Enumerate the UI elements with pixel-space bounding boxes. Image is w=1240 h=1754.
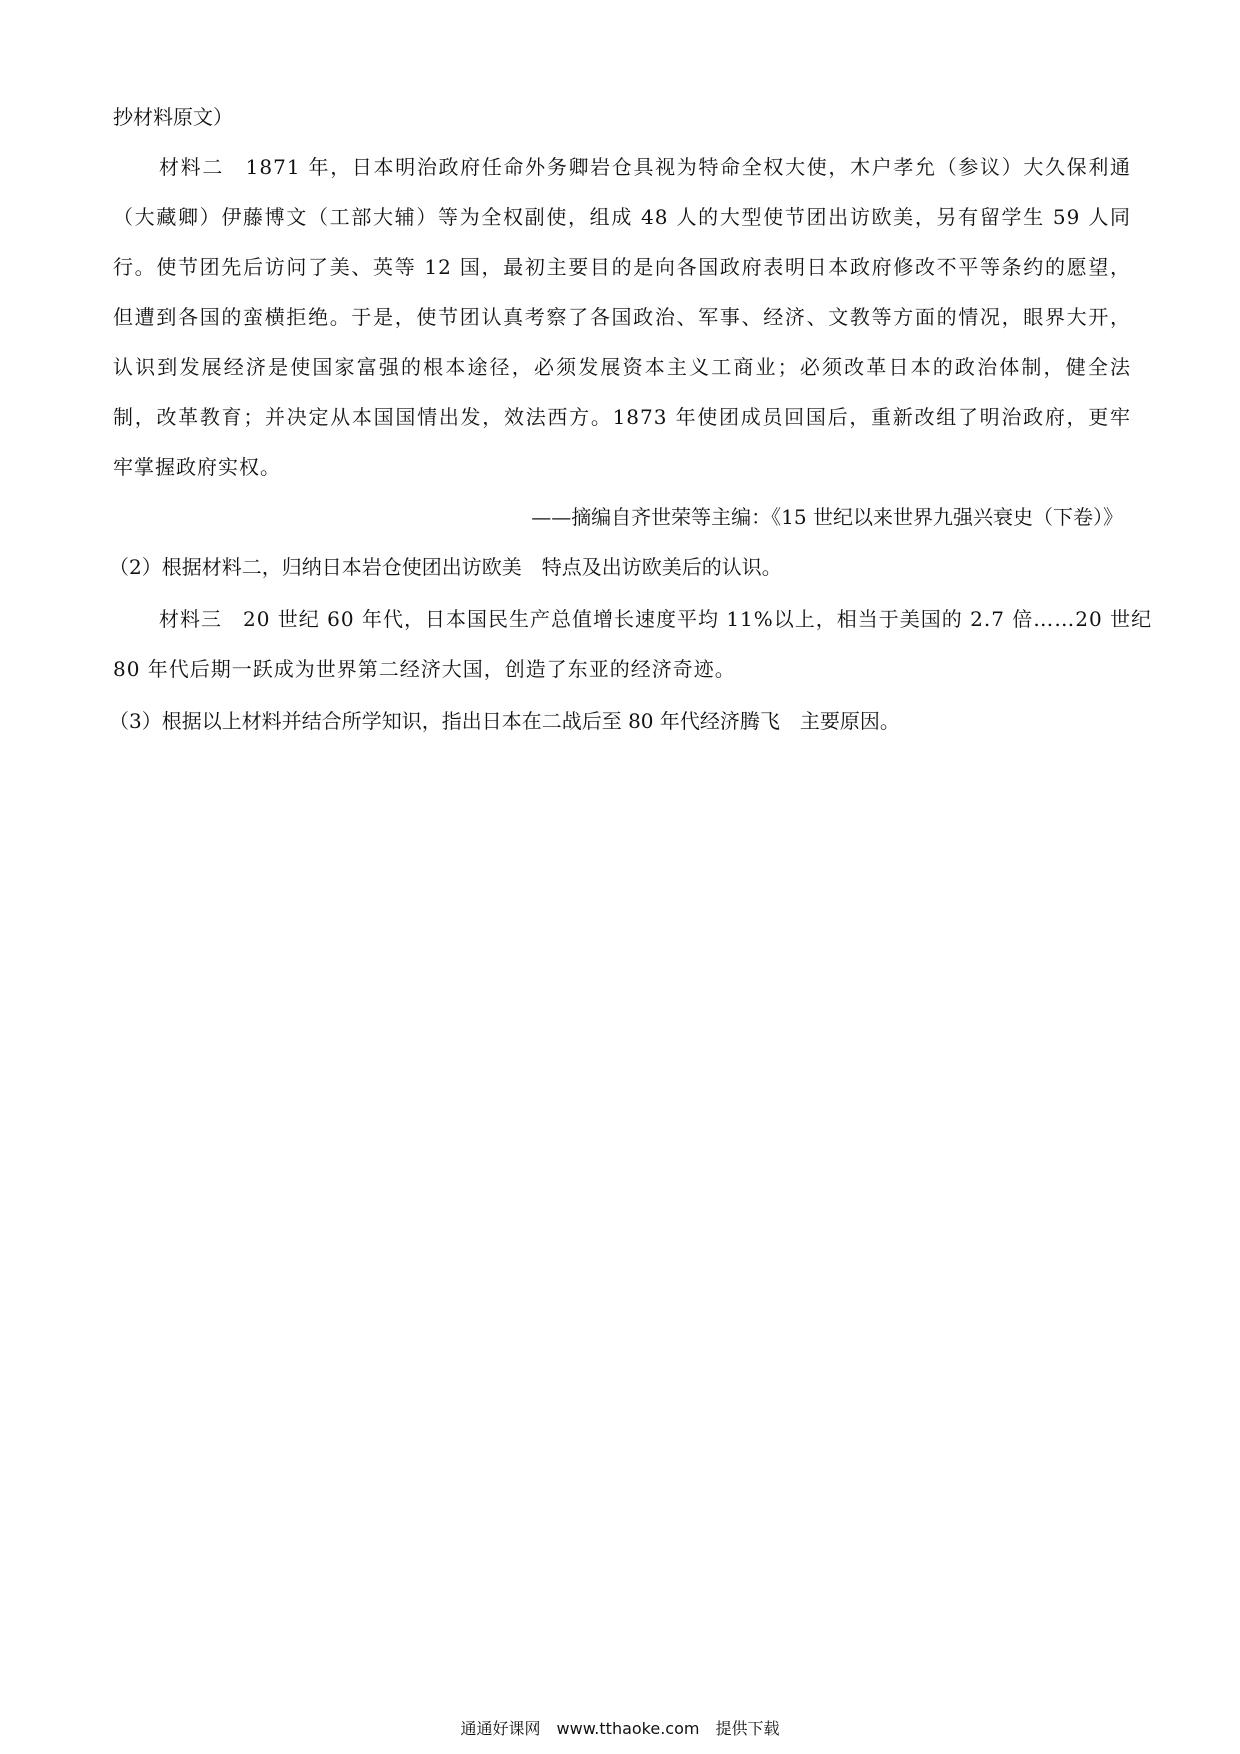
spacer: [113, 582, 1131, 604]
spacer: [113, 634, 1131, 654]
spacer: [113, 282, 1131, 302]
spacer: [113, 684, 1131, 706]
material-2-paragraph: [113, 152, 1131, 482]
document-body: [109, 102, 1153, 736]
spacer: [113, 432, 1131, 452]
material-2-line: 制，改革教育；并决定从本国国情出发，效法西方。1873 年使团成员回国后，重新改组了明治政府，更牢: [113, 405, 1131, 429]
material-2-line: 牢掌握政府实权。: [113, 455, 281, 479]
material-3-line: 80 年代后期一跃成为世界第二经济大国，创造了东亚的经济奇迹。: [113, 657, 736, 681]
spacer: [113, 332, 1131, 352]
question-3: （3）根据以上材料并结合所学知识，指出日本在二战后至 80 年代经济腾飞 主要原因。: [109, 709, 900, 733]
material-2-source: ——摘编自齐世荣等主编：《15 世纪以来世界九强兴衰史（下卷）》: [531, 505, 1123, 529]
material-2-line: 行。使节团先后访问了美、英等 12 国，最初主要目的是向各国政府表明日本政府修改不平等条约的愿望，: [113, 255, 1131, 279]
material-2-line: （大藏卿）伊藤博文（工部大辅）等为全权副使，组成 48 人的大型使节团出访欧美，另有留学生 59 人同: [113, 205, 1131, 229]
spacer: [113, 382, 1131, 402]
material-3-line: 材料三 20 世纪 60 年代，日本国民生产总值增长速度平均 11%以上，相当于美国的 2.7 倍……20 世纪: [159, 607, 1153, 631]
page-footer: 通通好课网 www.tthaoke.com 提供下载: [460, 1719, 780, 1738]
question-2: （2）根据材料二，归纳日本岩仓使团出访欧美 特点及出访欧美后的认识。: [109, 555, 782, 579]
material-2-line: 但遭到各国的蛮横拒绝。于是，使节团认真考察了各国政治、军事、经济、文教等方面的情况，眼界大开，: [113, 305, 1131, 329]
spacer: [113, 182, 1131, 202]
spacer: [113, 482, 1131, 502]
continuation-text: 抄材料原文）: [113, 105, 233, 129]
spacer: [113, 532, 1131, 552]
material-2-line: 认识到发展经济是使国家富强的根本途径，必须发展资本主义工商业；必须改革日本的政治体制，健全法: [113, 355, 1131, 379]
material-3-paragraph: [113, 604, 1153, 684]
spacer: [113, 232, 1131, 252]
spacer: [113, 132, 1131, 152]
material-2-line: 材料二 1871 年，日本明治政府任命外务卿岩仓具视为特命全权大使，木户孝允（参议）大久保利通: [159, 155, 1131, 179]
